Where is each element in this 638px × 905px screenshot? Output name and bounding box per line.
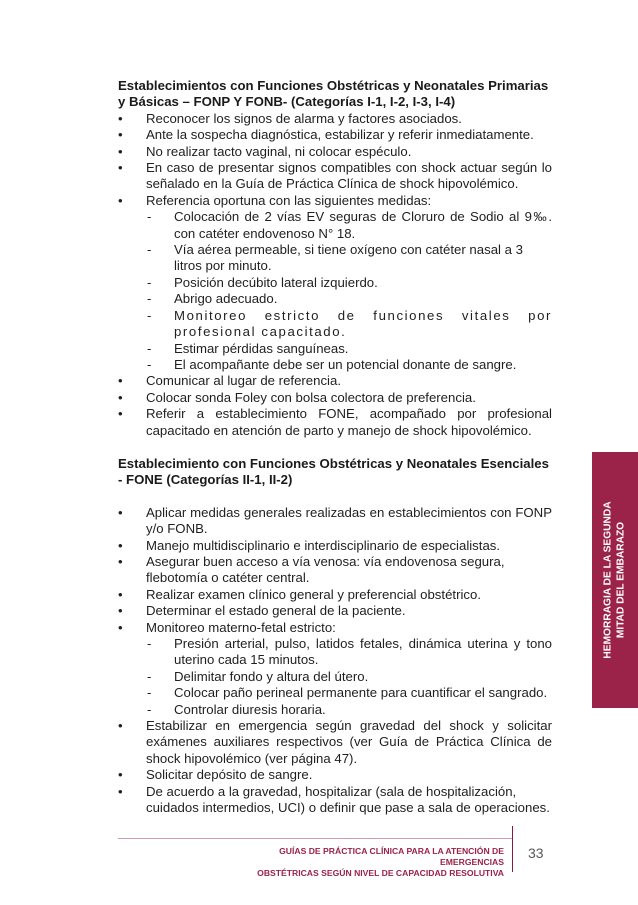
sub-list-item: - Presión arterial, pulso, latidos fetales, dinámica uterina y tono uterino cada 15 minutos. bbox=[118, 636, 552, 669]
sub-list-item: - Abrigo adecuado. bbox=[118, 291, 552, 307]
list-item: • Referencia oportuna con las siguientes medidas: bbox=[118, 193, 552, 209]
list-item: • Reconocer los signos de alarma y factores asociados. bbox=[118, 111, 552, 127]
list-item: • Monitoreo materno-fetal estricto: bbox=[118, 620, 552, 636]
list-item: • Manejo multidisciplinario e interdisciplinario de especialistas. bbox=[118, 538, 552, 554]
list-item: • Ante la sospecha diagnóstica, estabilizar y referir inmediatamente. bbox=[118, 127, 552, 143]
chapter-side-tab bbox=[592, 452, 638, 708]
list-item: • Solicitar depósito de sangre. bbox=[118, 767, 552, 783]
page-number: 33 bbox=[528, 845, 544, 861]
sub-list-item: - Estimar pérdidas sanguíneas. bbox=[118, 341, 552, 357]
list-item: • Colocar sonda Foley con bolsa colectora de preferencia. bbox=[118, 390, 552, 406]
list-item: • Determinar el estado general de la paciente. bbox=[118, 603, 552, 619]
section-heading-fonp-fonb: Establecimientos con Funciones Obstétricas y Neonatales Primarias y Básicas – FONP Y FONB- (Categorías I-1, I-2, I-3, I-4) bbox=[118, 78, 549, 110]
sub-list-item: - Vía aérea permeable, si tiene oxígeno con catéter nasal a 3 litros por minuto. bbox=[118, 242, 552, 275]
sub-list-item: - Monitoreo estricto de funciones vitales por profesional capacitado. bbox=[118, 308, 552, 341]
sub-list-item: - Colocación de 2 vías EV seguras de Cloruro de Sodio al 9‰. con catéter endovenoso N° 18. bbox=[118, 209, 552, 242]
footer-title: GUÍAS DE PRÁCTICA CLÍNICA PARA LA ATENCIÓN DE EMERGENCIAS OBSTÉTRICAS SEGÚN NIVEL DE CAPACIDAD RESOLUTIVA bbox=[257, 846, 504, 878]
list-item: • Aplicar medidas generales realizadas en establecimientos con FONP y/o FONB. bbox=[118, 505, 552, 538]
page-body bbox=[118, 78, 552, 816]
sub-list-item: - Posición decúbito lateral izquierdo. bbox=[118, 275, 552, 291]
chapter-side-tab-label: HEMORRAGIA DE LA SEGUNDA MITAD DEL EMBARAZO bbox=[602, 501, 626, 659]
footer-rule bbox=[118, 838, 512, 839]
list-item: • Referir a establecimiento FONE, acompañado por profesional capacitado en atención de parto y manejo de shock hipovolémico. bbox=[118, 406, 552, 439]
sub-list-item: - Controlar diuresis horaria. bbox=[118, 702, 552, 718]
list-item: • No realizar tacto vaginal, ni colocar espéculo. bbox=[118, 144, 552, 160]
sub-list-item: - El acompañante debe ser un potencial donante de sangre. bbox=[118, 357, 552, 373]
list-item: • Comunicar al lugar de referencia. bbox=[118, 373, 552, 389]
spacer bbox=[118, 489, 552, 505]
list-item: • Estabilizar en emergencia según gravedad del shock y solicitar exámenes auxiliares respectivos (ver Guía de Práctica Clínica de shock hipovolémico (ver página 47). bbox=[118, 718, 552, 767]
list-item: • Realizar examen clínico general y preferencial obstétrico. bbox=[118, 587, 552, 603]
footer-divider bbox=[512, 826, 513, 872]
sub-list-item: - Delimitar fondo y altura del útero. bbox=[118, 669, 552, 685]
list-item: • Asegurar buen acceso a vía venosa: vía endovenosa segura, flebotomía o catéter central. bbox=[118, 554, 552, 587]
list-item: • En caso de presentar signos compatibles con shock actuar según lo señalado en la Guía de Práctica Clínica de shock hipovolémico. bbox=[118, 160, 552, 193]
sub-list-item: - Colocar paño perineal permanente para cuantificar el sangrado. bbox=[118, 685, 552, 701]
list-item: • De acuerdo a la gravedad, hospitalizar (sala de hospitalización, cuidados intermedios, UCI) o definir que pase a sala de operaciones. bbox=[118, 784, 552, 817]
section-heading-fone: Establecimiento con Funciones Obstétricas y Neonatales Esenciales - FONE (Categorías II-1, II-2) bbox=[118, 455, 549, 488]
